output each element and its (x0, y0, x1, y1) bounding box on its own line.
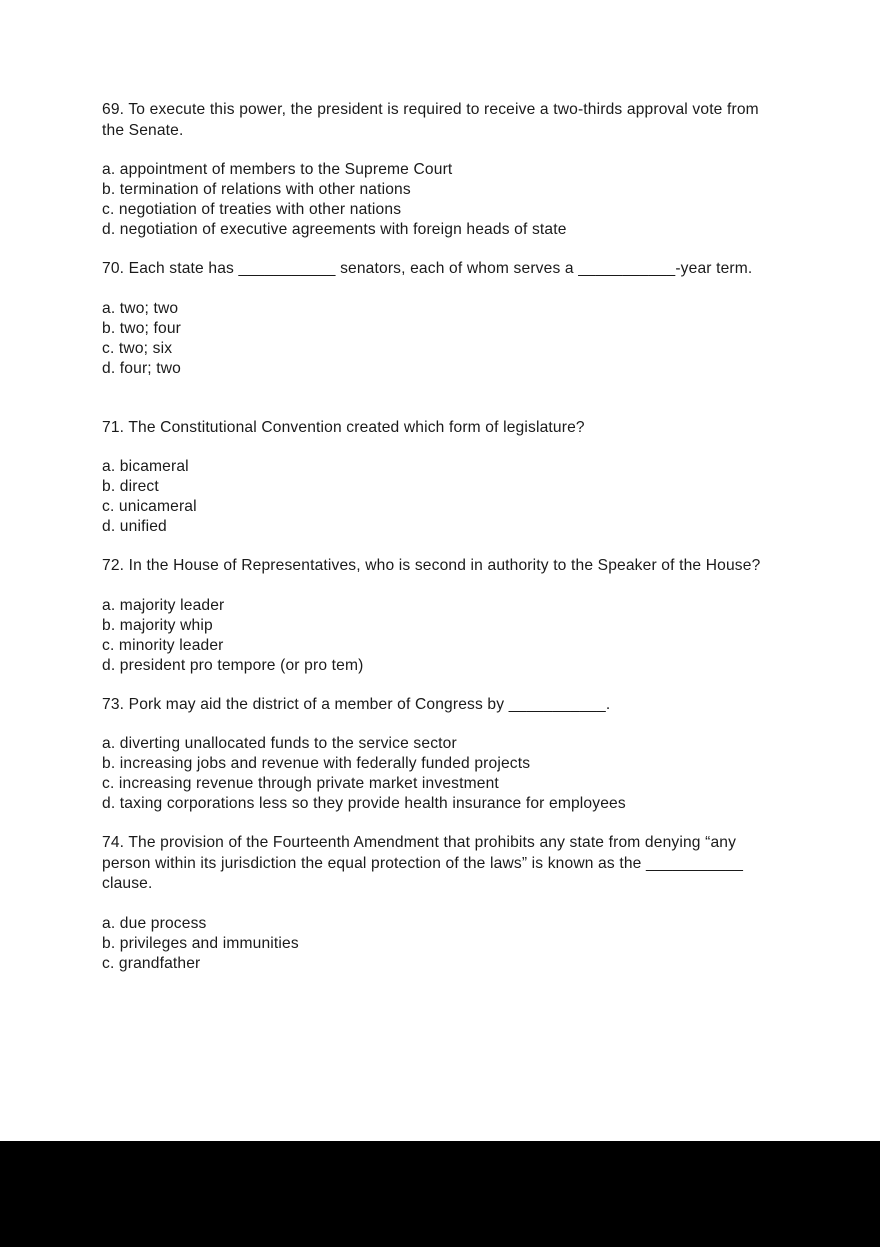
question-stem: 71. The Constitutional Convention created which form of legislature? (102, 418, 585, 436)
question-block-71 (102, 418, 762, 538)
block-spacer (102, 537, 762, 556)
answer-option[interactable]: b. termination of relations with other nations (102, 181, 411, 198)
page-bottom-black-band (0, 1141, 880, 1247)
question-stem: 73. Pork may aid the district of a member of Congress by ___________. (102, 695, 611, 713)
answer-option[interactable]: d. president pro tempore (or pro tem) (102, 656, 364, 674)
answer-option[interactable]: a. diverting unallocated funds to the service sector (102, 735, 457, 752)
answer-option[interactable]: b. increasing jobs and revenue with federally funded projects (102, 755, 531, 772)
question-stem: 72. In the House of Representatives, who is second in authority to the Speaker of the House? (102, 557, 761, 574)
answer-option[interactable]: c. minority leader (102, 636, 224, 654)
answer-option[interactable]: b. direct (102, 478, 159, 495)
question-stem: 74. The provision of the Fourteenth Amendment that prohibits any state from denying “any person within its jurisdiction the equal protection of the laws” is known as the ___________ clause. (102, 834, 744, 892)
answer-option[interactable]: c. grandfather (102, 954, 201, 972)
answer-options (102, 596, 762, 676)
answer-options (102, 914, 762, 974)
block-spacer (102, 676, 762, 695)
question-block-73 (102, 695, 762, 815)
question-list (102, 100, 762, 974)
answer-option[interactable]: a. majority leader (102, 596, 225, 614)
answer-option[interactable]: d. negotiation of executive agreements with foreign heads of state (102, 221, 567, 238)
answer-options (102, 457, 762, 537)
answer-option[interactable]: d. unified (102, 518, 167, 535)
answer-option[interactable]: a. appointment of members to the Supreme Court (102, 161, 453, 178)
question-block-72 (102, 556, 762, 676)
block-spacer (102, 240, 762, 259)
answer-option[interactable]: c. negotiation of treaties with other nations (102, 201, 402, 218)
answer-option[interactable]: d. taxing corporations less so they provide health insurance for employees (102, 795, 626, 812)
answer-options (102, 734, 762, 814)
answer-option[interactable]: a. due process (102, 914, 207, 932)
answer-option[interactable]: b. privileges and immunities (102, 934, 299, 952)
question-block-69 (102, 100, 762, 240)
block-spacer (102, 814, 762, 833)
question-stem: 69. To execute this power, the president is required to receive a two-thirds approval vote from the Senate. (102, 101, 759, 139)
block-spacer (102, 379, 762, 418)
answer-option[interactable]: c. increasing revenue through private market investment (102, 775, 499, 792)
answer-option[interactable]: b. majority whip (102, 616, 213, 634)
answer-option[interactable]: d. four; two (102, 359, 182, 377)
answer-options (102, 160, 762, 240)
question-stem: 70. Each state has ___________ senators, each of whom serves a ___________-year term. (102, 260, 753, 277)
answer-option[interactable]: c. unicameral (102, 498, 197, 515)
question-block-70 (102, 259, 762, 379)
answer-option[interactable]: c. two; six (102, 339, 173, 357)
answer-options (102, 299, 762, 379)
answer-option[interactable]: b. two; four (102, 319, 182, 337)
answer-option[interactable]: a. bicameral (102, 458, 189, 475)
question-block-74 (102, 833, 762, 974)
answer-option[interactable]: a. two; two (102, 299, 179, 317)
